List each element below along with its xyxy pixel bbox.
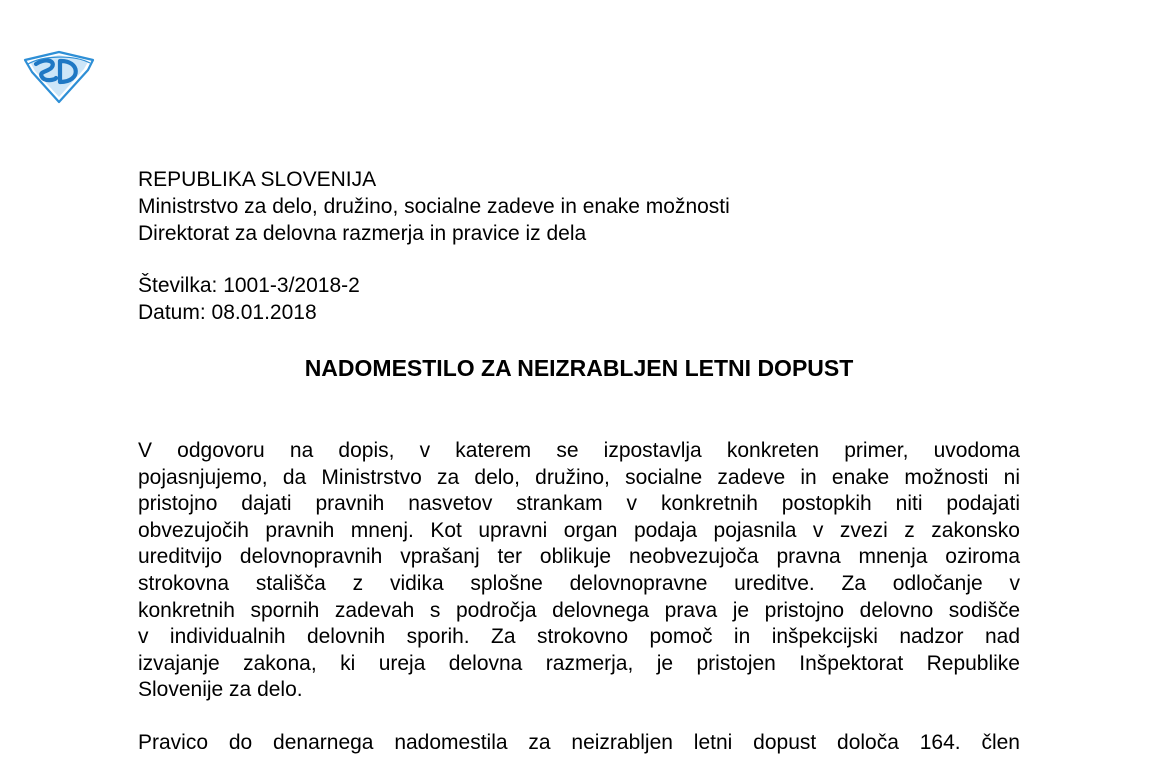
document-reference [138, 272, 360, 326]
paragraph-line: konkretnih spornih zadevah s področja delovnega prava je pristojno delovno sodišče [138, 598, 1020, 622]
paragraph-line: pojasnjujemo, da Ministrstvo za delo, družino, socialne zadeve in enake možnosti ni [138, 465, 1020, 489]
header-country: REPUBLIKA SLOVENIJA [138, 168, 377, 191]
paragraph-line: V odgovoru na dopis, v katerem se izpostavlja konkreten primer, uvodoma [138, 439, 1020, 462]
logo-shape [25, 52, 93, 102]
header-directorate: Direktorat za delovna razmerja in pravice iz dela [138, 222, 587, 245]
paragraph-line: Slovenije za delo. [138, 678, 303, 702]
cut-off-paragraph-line: Pravico do denarnega nadomestila za neizrabljen letni dopust določa 164. člen [138, 731, 1020, 754]
header-ministry: Ministrstvo za delo, družino, socialne zadeve in enake možnosti [138, 195, 730, 218]
paragraph-line: izvajanje zakona, ki ureja delovna razmerja, je pristojen Inšpektorat Republike [138, 651, 1020, 675]
document-date: Datum: 08.01.2018 [138, 301, 317, 324]
document-body [138, 438, 1020, 704]
paragraph-line: pristojno dajati pravnih nasvetov strankam v konkretnih postopkih niti podajati [138, 492, 1020, 516]
document-number: Številka: 1001-3/2018-2 [138, 274, 360, 297]
paragraph-line: strokovna stališča z vidika splošne delovnopravne ureditve. Za odločanje v [138, 571, 1020, 595]
sd-shield-logo-icon [22, 50, 96, 104]
paragraph-line: v individualnih delovnih sporih. Za strokovno pomoč in inšpekcijski nadzor nad [138, 625, 1020, 649]
paragraph-line: ureditvijo delovnopravnih vprašanj ter oblikuje neobvezujoča pravna mnenja oziroma [138, 545, 1020, 569]
document-title: NADOMESTILO ZA NEIZRABLJEN LETNI DOPUST [304, 355, 854, 381]
paragraph-line: obvezujočih pravnih mnenj. Kot upravni organ podaja pojasnila v zvezi z zakonsko [138, 518, 1020, 542]
paragraph [138, 438, 1020, 704]
ministry-header [138, 166, 730, 247]
